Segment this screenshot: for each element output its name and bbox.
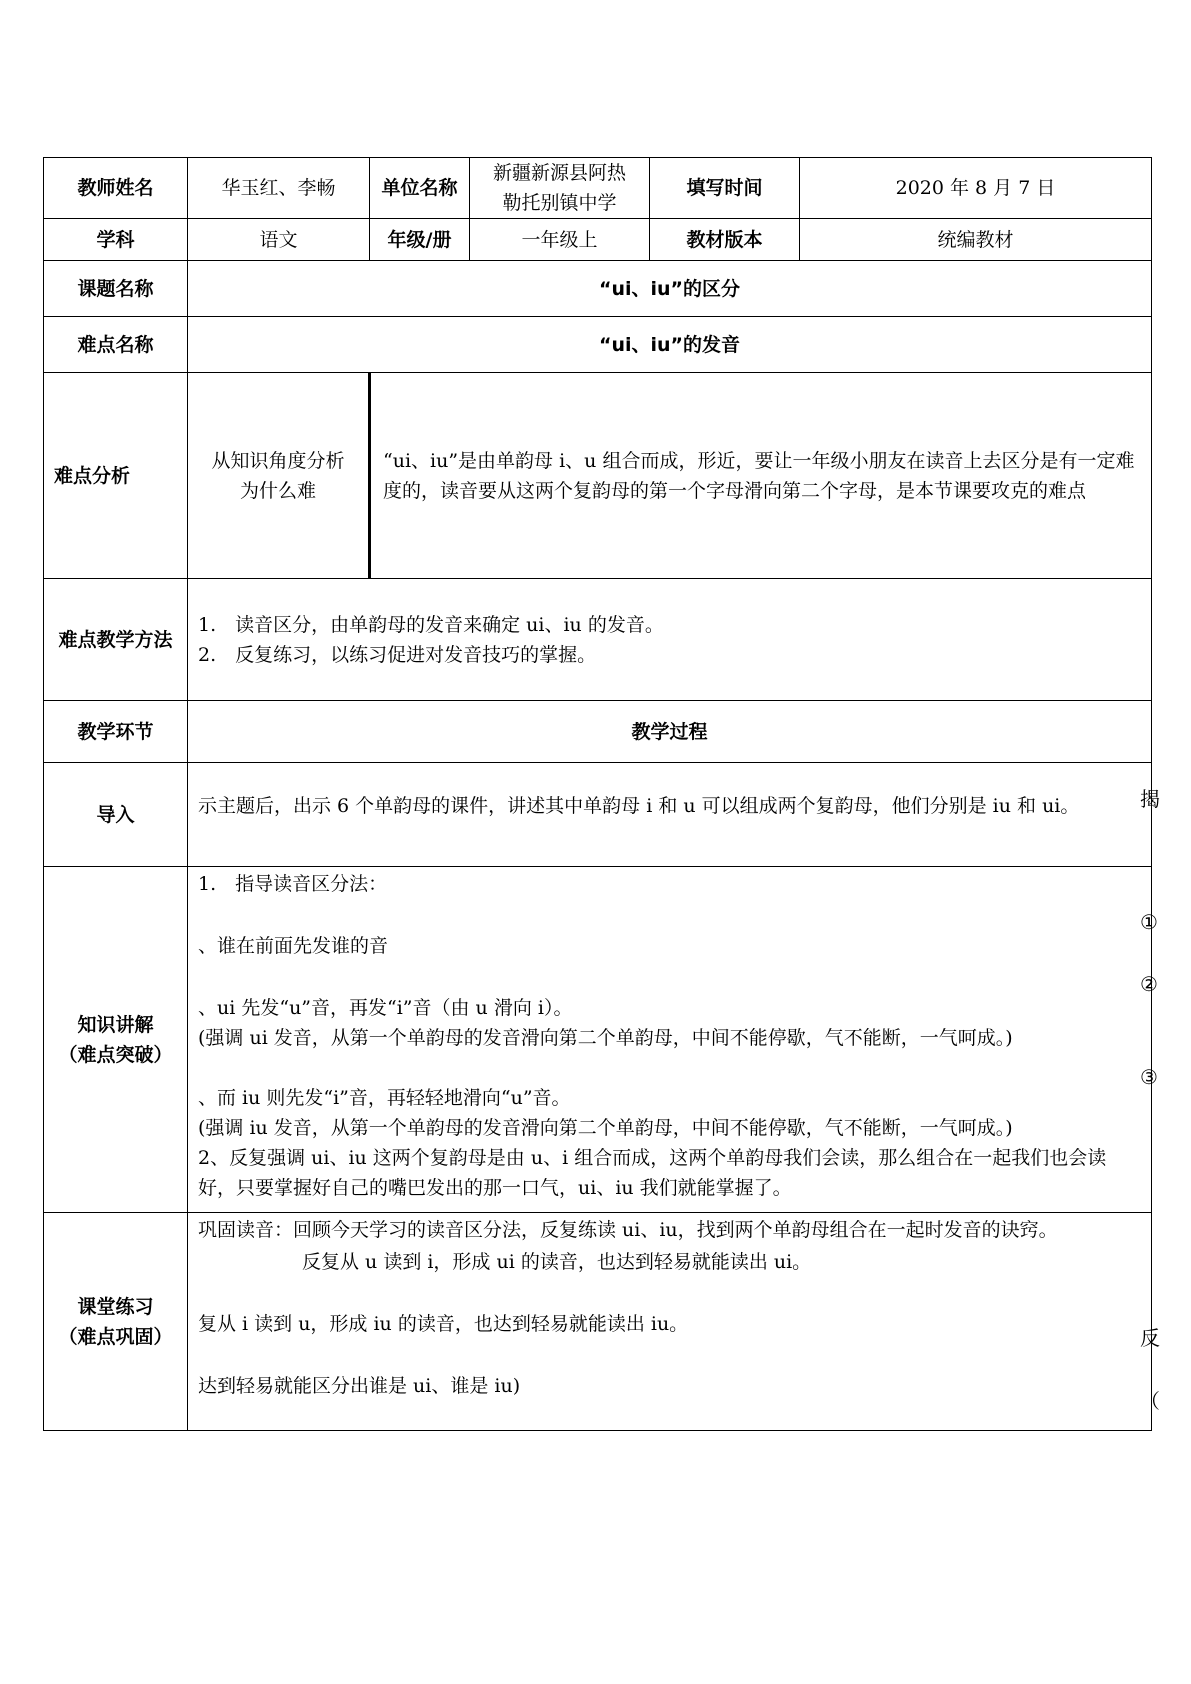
subject-value: 语文 [188,219,370,261]
knowledge-label [44,867,188,1213]
margin-char: （ [1140,1389,1160,1413]
practice-line: 复从 i 读到 u，形成 iu 的读音，也达到轻易就能读出 iu。 [198,1313,689,1335]
grade-value: 一年级上 [470,219,650,261]
margin-char: 揭 [1140,787,1160,811]
lesson-plan-table [43,157,1151,1431]
margin-char: 反 [1140,1326,1160,1350]
method-label: 难点教学方法 [44,579,188,701]
knowledge-line: 、ui 先发“u”音，再发“i”音（由 u 滑向 i）。 [198,997,573,1019]
knowledge-line: 2、反复强调 ui、iu 这两个复韵母是由 u、i 组合而成，这两个单韵母我们会读，那么组合在一起我们也会读好，只要掌握好自己的嘴巴发出的那一口气，ui、iu 我们就能掌握了。 [198,1147,1107,1199]
analysis-label: 难点分析 [44,373,188,579]
knowledge-line: (强调 iu 发音，从第一个单韵母的发音滑向第二个单韵母，中间不能停歇，气不能断，一气呵成。) [198,1117,1013,1139]
topic-value: “ui、iu”的区分 [188,261,1152,317]
knowledge-content [188,867,1152,1213]
margin-char: ③ [1140,1065,1158,1089]
practice-label-main: 课堂练习 [77,1295,154,1318]
practice-line: 巩固读音：回顾今天学习的读音区分法，反复练读 ui、iu，找到两个单韵母组合在一起时发音的诀窍。 [198,1219,1058,1241]
practice-label [44,1213,188,1431]
margin-char: ① [1140,910,1158,934]
knowledge-label-sub: （难点突破） [58,1043,173,1066]
process-value: 教学过程 [188,701,1152,763]
teacher-value: 华玉红、李畅 [188,158,370,219]
process-label: 教学环节 [44,701,188,763]
knowledge-label-main: 知识讲解 [77,1013,154,1036]
edition-value: 统编教材 [800,219,1152,261]
knowledge-line: 、而 iu 则先发“i”音，再轻轻地滑向“u”音。 [198,1087,571,1109]
subject-label: 学科 [44,219,188,261]
practice-label-sub: （难点巩固） [58,1325,173,1348]
edition-label: 教材版本 [650,219,800,261]
knowledge-line: 1. 指导读音区分法： [198,873,388,895]
knowledge-line: 、谁在前面先发谁的音 [198,935,389,957]
margin-char: ② [1140,972,1158,996]
analysis-sub-label: 从知识角度分析为什么难 [188,373,370,579]
unit-value: 新疆新源县阿热勒托别镇中学 [470,158,650,219]
knowledge-line: (强调 ui 发音，从第一个单韵母的发音滑向第二个单韵母，中间不能停歇，气不能断，一气呵成。) [198,1027,1013,1049]
practice-content [188,1213,1152,1431]
intro-label: 导入 [44,763,188,867]
method-item: 2. 反复练习，以练习促进对发音技巧的掌握。 [198,643,597,666]
method-item: 1. 读音区分，由单韵母的发音来确定 ui、iu 的发音。 [198,613,664,636]
intro-text: 示主题后，出示 6 个单韵母的课件，讲述其中单韵母 i 和 u 可以组成两个复韵母，他们分别是 iu 和 ui。 [188,763,1152,867]
difficulty-value: “ui、iu”的发音 [188,317,1152,373]
date-value: 2020 年 8 月 7 日 [800,158,1152,219]
topic-label: 课题名称 [44,261,188,317]
grade-label: 年级/册 [370,219,470,261]
difficulty-label: 难点名称 [44,317,188,373]
practice-line: 达到轻易就能区分出谁是 ui、谁是 iu) [198,1375,521,1397]
teacher-label: 教师姓名 [44,158,188,219]
unit-label: 单位名称 [370,158,470,219]
method-content [188,579,1152,701]
date-label: 填写时间 [650,158,800,219]
analysis-text: “ui、iu”是由单韵母 i、u 组合而成，形近，要让一年级小朋友在读音上去区分是有一定难度的，读音要从这两个复韵母的第一个字母滑向第二个字母，是本节课要攻克的难点 [370,373,1152,579]
practice-line: 反复从 u 读到 i，形成 ui 的读音，也达到轻易就能读出 ui。 [302,1251,812,1273]
